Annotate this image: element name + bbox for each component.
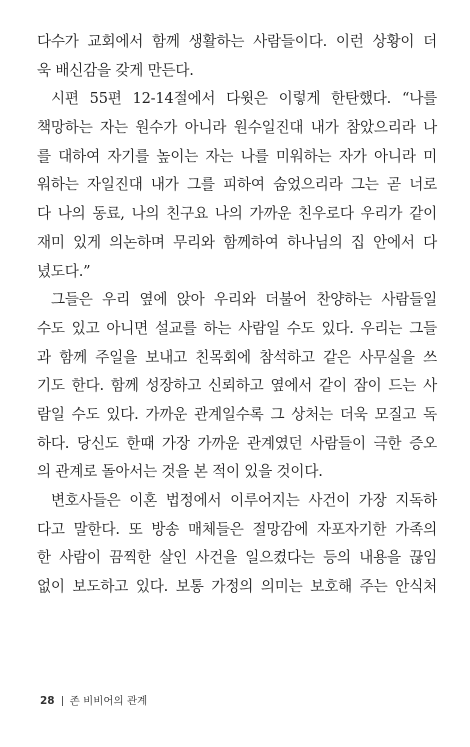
text-line: 그들은 우리 옆에 앉아 우리와 더불어 찬양하는 사람들일 xyxy=(51,291,437,309)
text-line: 재미 있게 의논하며 무리와 함께하여 하나님의 집 안에서 다 xyxy=(37,233,437,251)
text-line: 다 나의 동료, 나의 친구요 나의 가까운 친우로다 우리가 같이 xyxy=(37,205,437,223)
text-line: 한 사람이 끔찍한 살인 사건을 일으켰다는 등의 내용을 끊임 xyxy=(37,549,437,567)
running-title: 존 비비어의 관계 xyxy=(69,695,148,707)
paragraph-2 xyxy=(37,85,437,286)
text-line: 욱 배신감을 갖게 만든다. xyxy=(37,61,194,79)
text-line: 다수가 교회에서 함께 생활하는 사람들이다. 이런 상황이 더 xyxy=(37,33,437,50)
page-number: 28 xyxy=(40,694,55,707)
text-line: 워하는 자일진대 내가 그를 피하여 숨었으리라 그는 곧 너로 xyxy=(37,176,437,194)
text-line: 책망하는 자는 원수가 아니라 원수일진대 내가 참았으리라 나 xyxy=(37,119,437,137)
paragraph-3 xyxy=(37,286,437,487)
text-line: 변호사들은 이혼 법정에서 이루어지는 사건이 가장 지독하 xyxy=(51,492,437,509)
text-line: 다고 말한다. 또 방송 매체들은 절망감에 자포자기한 가족의 xyxy=(37,520,437,538)
text-line: 의 관계로 돌아서는 것을 본 적이 있을 것이다. xyxy=(37,463,323,481)
text-line: 기도 한다. 함께 성장하고 신뢰하고 옆에서 같이 잠이 드는 사 xyxy=(37,377,437,395)
text-line: 과 함께 주일을 보내고 친목회에 참석하고 같은 사무실을 쓰 xyxy=(37,348,437,366)
text-line: 없이 보도하고 있다. 보통 가정의 의미는 보호해 주는 안식처 xyxy=(37,578,437,596)
text-line: 를 대하여 자기를 높이는 자는 나를 미워하는 자가 아니라 미 xyxy=(37,147,437,165)
text-line: 수도 있고 아니면 설교를 하는 사람일 수도 있다. 우리는 그들 xyxy=(37,319,437,337)
text-line: 시편 55편 12-14절에서 다윗은 이렇게 한탄했다. “나를 xyxy=(51,90,437,108)
page-footer xyxy=(40,693,147,708)
body-text xyxy=(37,28,437,602)
text-line: 녔도다.” xyxy=(37,262,91,280)
paragraph-4 xyxy=(37,487,437,602)
paragraph-1 xyxy=(37,28,437,85)
footer-divider xyxy=(62,696,63,706)
text-line: 하다. 당신도 한때 가장 가까운 관계였던 사람들이 극한 증오 xyxy=(37,434,437,452)
text-line: 람일 수도 있다. 가까운 관계일수록 그 상처는 더욱 모질고 독 xyxy=(37,405,437,423)
